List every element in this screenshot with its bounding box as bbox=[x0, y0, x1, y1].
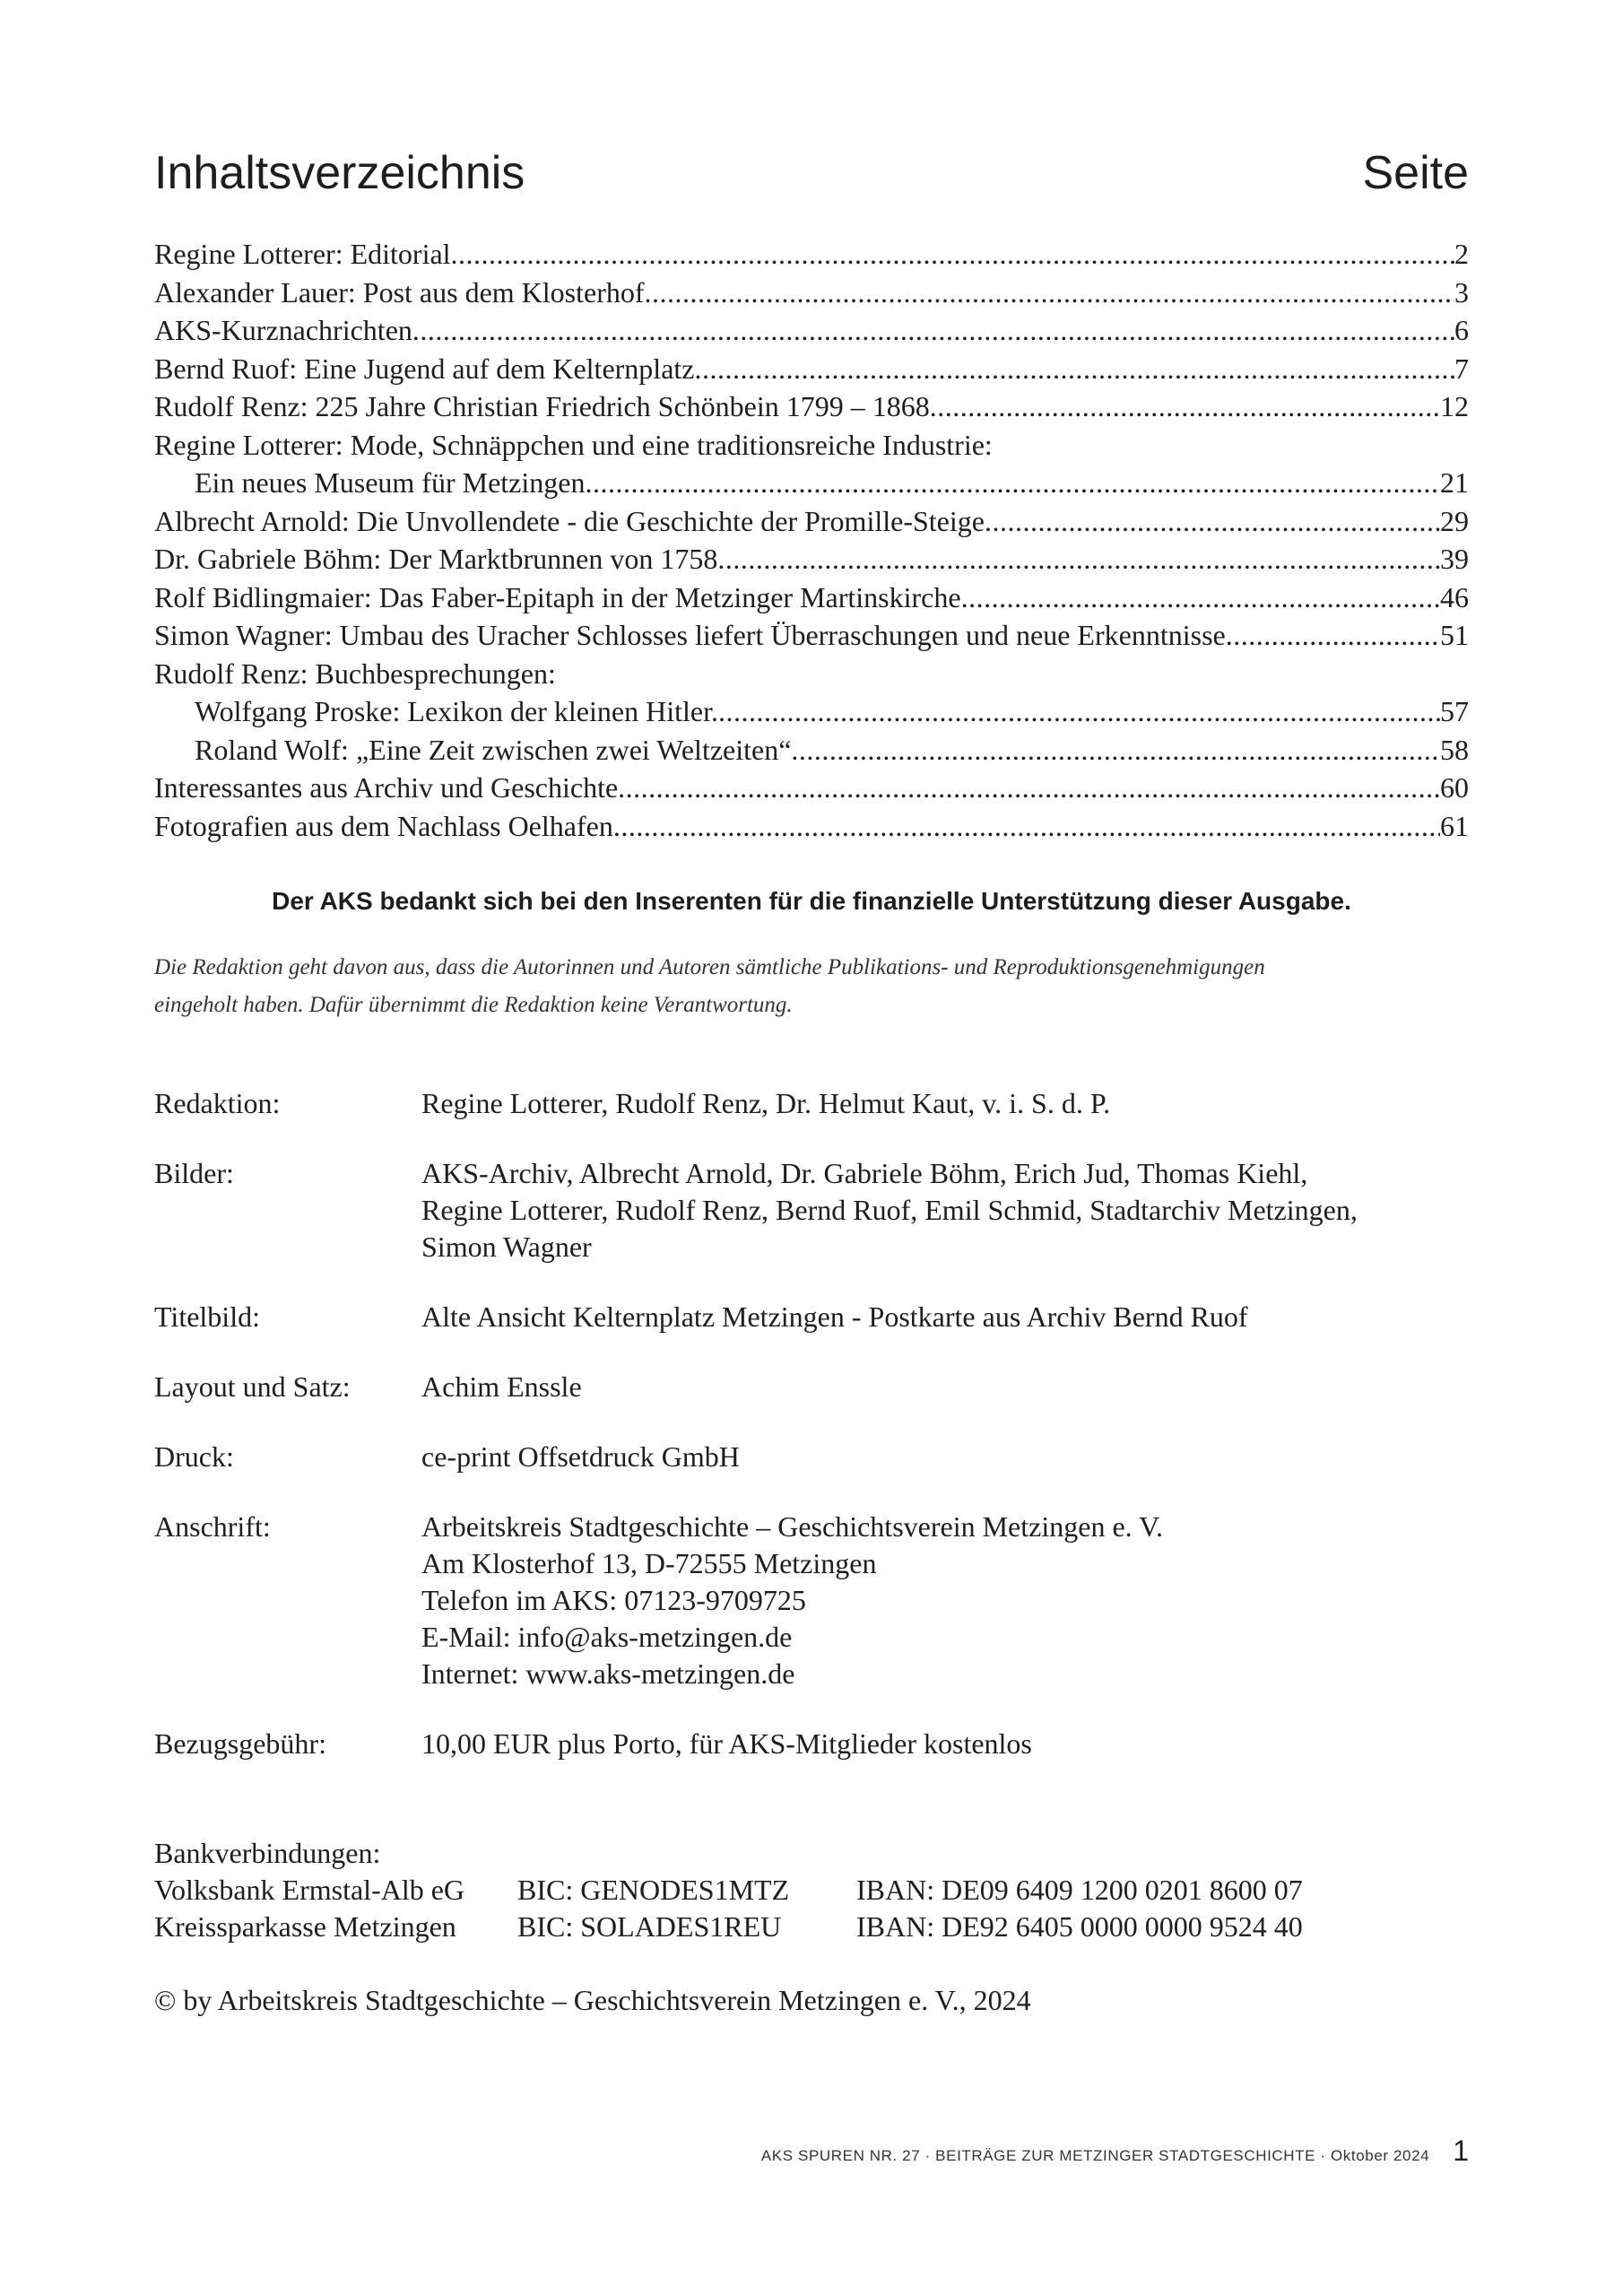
disclaimer-line: eingeholt haben. Dafür übernimmt die Redaktion keine Verantwortung. bbox=[154, 993, 793, 1017]
toc-leader-dots bbox=[412, 311, 1454, 350]
imprint-row-redaktion bbox=[154, 1085, 1469, 1122]
toc-entry-title: Dr. Gabriele Böhm: Der Marktbrunnen von 1758 bbox=[154, 543, 718, 575]
toc-leader-dots bbox=[618, 769, 1440, 807]
imprint-value bbox=[421, 1369, 1469, 1405]
toc-title: Inhaltsverzeichnis bbox=[154, 147, 525, 199]
toc-entry-title: Wolfgang Proske: Lexikon der kleinen Hitler. bbox=[195, 695, 718, 727]
imprint-row-anschrift bbox=[154, 1509, 1469, 1692]
imprint-row-druck bbox=[154, 1439, 1469, 1475]
toc-entry bbox=[154, 350, 1469, 388]
toc-leader-dots bbox=[694, 350, 1454, 388]
toc-entry-page: 2 bbox=[1454, 238, 1469, 270]
toc-entry-title: Regine Lotterer: Editorial bbox=[154, 238, 451, 270]
toc-entry bbox=[154, 578, 1469, 617]
imprint-value-line: Simon Wagner bbox=[421, 1231, 592, 1263]
imprint-value bbox=[421, 1155, 1469, 1265]
toc-entry-page: 39 bbox=[1440, 543, 1469, 575]
imprint-label: Druck: bbox=[154, 1440, 234, 1473]
toc-entry-page: 29 bbox=[1440, 504, 1469, 537]
toc-leader-dots bbox=[613, 807, 1440, 846]
bank-heading: Bankverbindungen: bbox=[154, 1837, 381, 1869]
toc-entry-page: 57 bbox=[1440, 695, 1469, 727]
imprint-row-bezug bbox=[154, 1726, 1469, 1762]
toc-entry-page: 46 bbox=[1440, 580, 1469, 613]
toc-entry-title: Bernd Ruof: Eine Jugend auf dem Kelternplatz bbox=[154, 352, 695, 385]
bank-name: Kreissparkasse Metzingen bbox=[154, 1910, 456, 1943]
imprint-value bbox=[421, 1085, 1469, 1122]
toc-entry-page: 51 bbox=[1440, 619, 1469, 651]
toc-entry bbox=[154, 769, 1469, 807]
sponsor-thanks-note: Der AKS bedankt sich bei den Inserenten für die finanzielle Unterstützung dieser Ausgabe. bbox=[272, 887, 1351, 915]
toc-entry bbox=[154, 616, 1469, 655]
imprint-value-line: Regine Lotterer, Rudolf Renz, Bernd Ruof, Emil Schmid, Stadtarchiv Metzingen, bbox=[421, 1194, 1358, 1226]
toc-leader-dots bbox=[985, 502, 1440, 541]
toc-leader-dots bbox=[645, 274, 1454, 312]
toc-entry bbox=[154, 274, 1469, 312]
imprint-value-line: Regine Lotterer, Rudolf Renz, Dr. Helmut Kaut, v. i. S. d. P. bbox=[421, 1087, 1111, 1119]
toc-entry-title: Rudolf Renz: 225 Jahre Christian Friedrich Schönbein 1799 – 1868 bbox=[154, 390, 930, 422]
imprint-label: Bilder: bbox=[154, 1157, 234, 1189]
imprint-value bbox=[421, 1726, 1469, 1762]
footer-publication-line: AKS SPUREN NR. 27 · BEITRÄGE ZUR METZINGER STADTGESCHICHTE · Oktober 2024 bbox=[760, 2147, 1430, 2164]
toc-entry bbox=[154, 731, 1469, 770]
imprint-value-line: Am Klosterhof 13, D-72555 Metzingen bbox=[421, 1547, 877, 1579]
toc-entry bbox=[154, 807, 1469, 846]
toc-leader-dots bbox=[451, 235, 1454, 274]
website-line: Internet: www.aks-metzingen.de bbox=[421, 1657, 795, 1690]
toc-entry-page: 61 bbox=[1440, 809, 1469, 842]
toc-entry bbox=[154, 692, 1469, 731]
toc-entry-title: Interessantes aus Archiv und Geschichte bbox=[154, 771, 619, 804]
bank-row bbox=[154, 1872, 1469, 1909]
toc-entry-title: Rudolf Renz: Buchbesprechungen: bbox=[154, 657, 556, 690]
imprint-value-line: ce-print Offsetdruck GmbH bbox=[421, 1440, 740, 1473]
bank-iban: IBAN: DE92 6405 0000 0000 9524 40 bbox=[856, 1910, 1303, 1943]
imprint-value bbox=[421, 1439, 1469, 1475]
bank-name: Volksbank Ermstal-Alb eG bbox=[154, 1874, 465, 1906]
table-of-contents bbox=[154, 235, 1469, 845]
toc-entry bbox=[154, 235, 1469, 274]
toc-entry-page: 12 bbox=[1440, 390, 1469, 422]
toc-entry-page: 58 bbox=[1440, 733, 1469, 766]
toc-header bbox=[154, 142, 1469, 204]
toc-entry-title: Regine Lotterer: Mode, Schnäppchen und eine traditionsreiche Industrie: bbox=[154, 428, 993, 461]
toc-entry bbox=[154, 502, 1469, 541]
imprint-label: Anschrift: bbox=[154, 1510, 271, 1543]
page-number: 1 bbox=[1453, 2135, 1469, 2167]
toc-entry bbox=[154, 311, 1469, 350]
toc-entry bbox=[154, 464, 1469, 502]
toc-entry-page: 3 bbox=[1454, 275, 1469, 309]
toc-entry-title: Fotografien aus dem Nachlass Oelhafen bbox=[154, 809, 613, 842]
toc-leader-dots bbox=[791, 731, 1440, 770]
toc-entry bbox=[154, 426, 1469, 465]
imprint bbox=[154, 1085, 1469, 1796]
email-line: E-Mail: info@aks-metzingen.de bbox=[421, 1621, 793, 1653]
bank-row bbox=[154, 1909, 1469, 1945]
toc-leader-dots bbox=[718, 692, 1440, 731]
toc-entry-title: Ein neues Museum für Metzingen bbox=[195, 466, 586, 499]
imprint-row-bilder bbox=[154, 1155, 1469, 1265]
toc-entry bbox=[154, 540, 1469, 578]
toc-leader-dots bbox=[1226, 616, 1440, 655]
bank-bic: BIC: GENODES1MTZ bbox=[517, 1874, 790, 1906]
toc-entry-title: Alexander Lauer: Post aus dem Klosterhof bbox=[154, 275, 645, 309]
imprint-value-line: Alte Ansicht Kelternplatz Metzingen - Postkarte aus Archiv Bernd Ruof bbox=[421, 1300, 1248, 1333]
page-footer bbox=[761, 2135, 1469, 2168]
toc-entry-page: 21 bbox=[1440, 466, 1469, 499]
copyright-notice: © by Arbeitskreis Stadtgeschichte – Geschichtsverein Metzingen e. V., 2024 bbox=[154, 1984, 1031, 2016]
imprint-value-line: Telefon im AKS: 07123-9709725 bbox=[421, 1584, 806, 1616]
toc-entry-title: AKS-Kurznachrichten bbox=[154, 314, 412, 346]
toc-entry-title: Albrecht Arnold: Die Unvollendete - die Geschichte der Promille-Steige bbox=[154, 504, 985, 537]
toc-entry bbox=[154, 387, 1469, 426]
imprint-label: Bezugsgebühr: bbox=[154, 1727, 326, 1760]
toc-entry bbox=[154, 655, 1469, 693]
disclaimer-line: Die Redaktion geht davon aus, dass die Autorinnen und Autoren sämtliche Publikations- und Reproduktionsgenehmigungen bbox=[154, 955, 1265, 979]
imprint-value-line: Arbeitskreis Stadtgeschichte – Geschichtsverein Metzingen e. V. bbox=[421, 1510, 1164, 1543]
bank-bic: BIC: SOLADES1REU bbox=[517, 1910, 782, 1943]
imprint-value bbox=[421, 1509, 1469, 1692]
imprint-label: Redaktion: bbox=[154, 1087, 281, 1119]
imprint-value bbox=[421, 1299, 1469, 1335]
toc-entry-page: 7 bbox=[1454, 352, 1469, 385]
imprint-row-layout bbox=[154, 1369, 1469, 1405]
imprint-label: Layout und Satz: bbox=[154, 1370, 351, 1403]
imprint-label: Titelbild: bbox=[154, 1300, 260, 1333]
toc-leader-dots bbox=[961, 578, 1440, 617]
toc-entry-title: Rolf Bidlingmaier: Das Faber-Epitaph in der Metzinger Martinskirche bbox=[154, 580, 961, 613]
toc-entry-title: Simon Wagner: Umbau des Uracher Schlosses liefert Überraschungen und neue Erkenntnisse bbox=[154, 619, 1226, 651]
toc-leader-dots bbox=[717, 540, 1440, 578]
bank-details bbox=[154, 1835, 1469, 1945]
toc-page-column-title: Seite bbox=[1362, 147, 1469, 199]
bank-iban: IBAN: DE09 6409 1200 0201 8600 07 bbox=[856, 1874, 1303, 1906]
imprint-value-line: AKS-Archiv, Albrecht Arnold, Dr. Gabriele Böhm, Erich Jud, Thomas Kiehl, bbox=[421, 1157, 1308, 1189]
toc-entry-title: Roland Wolf: „Eine Zeit zwischen zwei Weltzeiten“ bbox=[195, 733, 792, 766]
imprint-row-titelbild bbox=[154, 1299, 1469, 1335]
imprint-value-line: 10,00 EUR plus Porto, für AKS-Mitglieder kostenlos bbox=[421, 1727, 1032, 1760]
toc-entry-page: 6 bbox=[1454, 314, 1469, 346]
toc-entry-page: 60 bbox=[1440, 771, 1469, 804]
imprint-value-line: Achim Enssle bbox=[421, 1370, 582, 1403]
toc-leader-dots bbox=[585, 464, 1440, 502]
editorial-disclaimer bbox=[154, 949, 1469, 1024]
toc-leader-dots bbox=[930, 387, 1440, 426]
